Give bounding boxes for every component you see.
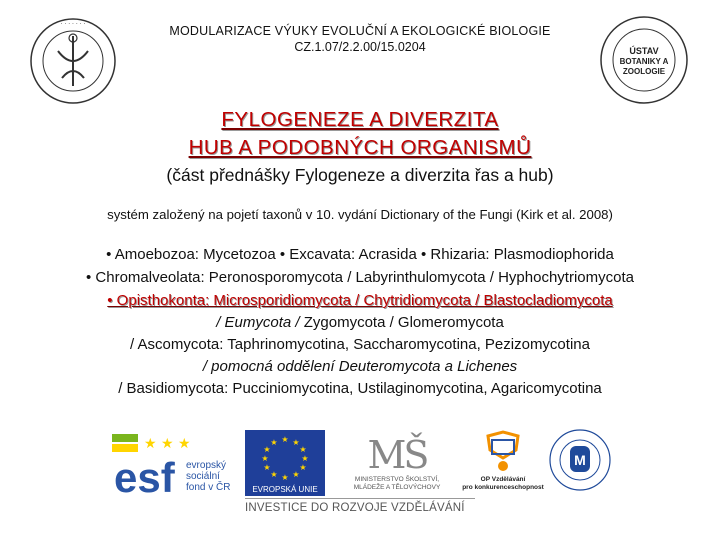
taxonomy-line-3: • Opisthokonta: Microsporidiomycota / Chytridiomycota / Blastocladiomycota: [107, 292, 613, 309]
esf-text-2: sociální: [186, 471, 220, 482]
university-logo: [548, 428, 612, 492]
svg-text:★: ★: [292, 438, 300, 447]
taxonomy-line-7: / Basidiomycota: Pucciniomycotina, Ustilaginomycotina, Agaricomycotina: [118, 380, 602, 397]
faculty-seal-logo: [28, 16, 118, 106]
svg-text:· · · · · · ·: · · · · · · ·: [60, 21, 86, 28]
svg-text:★: ★: [263, 463, 271, 472]
eumycota-label: / Eumycota /: [216, 314, 300, 331]
classification-basis: systém založený na pojetí taxonů v 10. vydání Dictionary of the Fungi (Kirk et al. 2008): [107, 207, 613, 222]
seal-text-1: ÚSTAV: [629, 46, 659, 56]
svg-text:★: ★: [263, 445, 271, 454]
svg-text:★: ★: [299, 445, 307, 454]
seal-text-3: ZOOLOGIE: [622, 67, 666, 76]
svg-text:★: ★: [292, 470, 300, 479]
op-vzdelavani-logo: [458, 430, 548, 496]
taxonomy-line-4: [10, 313, 710, 332]
seal-text-2: BOTANIKY A: [619, 57, 669, 66]
msmt-label-2: MLÁDEŽE A TĚLOVÝCHOVY: [353, 484, 441, 491]
eu-label: EVROPSKÁ UNIE: [245, 484, 325, 496]
taxonomy-line-6: / pomocná oddělení Deuteromycota a Lichenes: [202, 358, 518, 375]
svg-text:★: ★: [270, 438, 278, 447]
eu-flag-logo: [245, 430, 325, 496]
institute-seal-logo: [598, 14, 690, 106]
taxonomy-line-2: • Chromalveolata: Peronosporomycota / Labyrinthulomycota / Hyphochytriomycota: [85, 269, 634, 286]
footer-divider: [245, 498, 475, 499]
svg-text:★ ★ ★: ★ ★ ★: [144, 436, 191, 452]
msmt-logo: [338, 430, 456, 496]
footer-slogan: INVESTICE DO ROZVOJE VZDĚLÁVÁNÍ: [245, 502, 465, 514]
svg-text:★: ★: [270, 470, 278, 479]
taxonomy-line-4-rest: Zygomycota / Glomeromycota: [299, 314, 504, 331]
project-header: MODULARIZACE VÝUKY EVOLUČNÍ A EKOLOGICKÉ BIOLOGIE: [169, 24, 551, 38]
svg-text:★: ★: [301, 454, 309, 463]
msmt-label-1: MINISTERSTVO ŠKOLSTVÍ,: [354, 476, 440, 483]
slide-title-line-1: FYLOGENEZE A DIVERZITA: [221, 108, 499, 131]
svg-text:M: M: [574, 452, 586, 468]
svg-text:MŠ: MŠ: [367, 433, 427, 476]
svg-text:★: ★: [281, 473, 289, 482]
svg-text:★: ★: [299, 463, 307, 472]
svg-text:★: ★: [281, 435, 289, 444]
esf-text-1: evropský: [186, 460, 227, 471]
project-code: CZ.1.07/2.2.00/15.0204: [294, 40, 426, 54]
slide-subtitle: (část přednášky Fylogeneze a diverzita řas a hub): [166, 165, 554, 185]
esf-logo: [110, 430, 240, 496]
op-label-2: pro konkurenceschopnost: [462, 484, 544, 491]
slide-title-line-2: HUB A PODOBNÝCH ORGANISMŮ: [188, 136, 532, 159]
esf-text-3: fond v ČR: [186, 482, 231, 493]
esf-wordmark: esf: [114, 454, 175, 496]
svg-text:★: ★: [261, 454, 269, 463]
op-label-1: OP Vzdělávání: [480, 476, 526, 483]
taxonomy-line-5: / Ascomycota: Taphrinomycotina, Saccharomycotina, Pezizomycotina: [130, 336, 590, 353]
taxonomy-line-1: • Amoebozoa: Mycetozoa • Excavata: Acrasida • Rhizaria: Plasmodiophorida: [106, 246, 614, 263]
